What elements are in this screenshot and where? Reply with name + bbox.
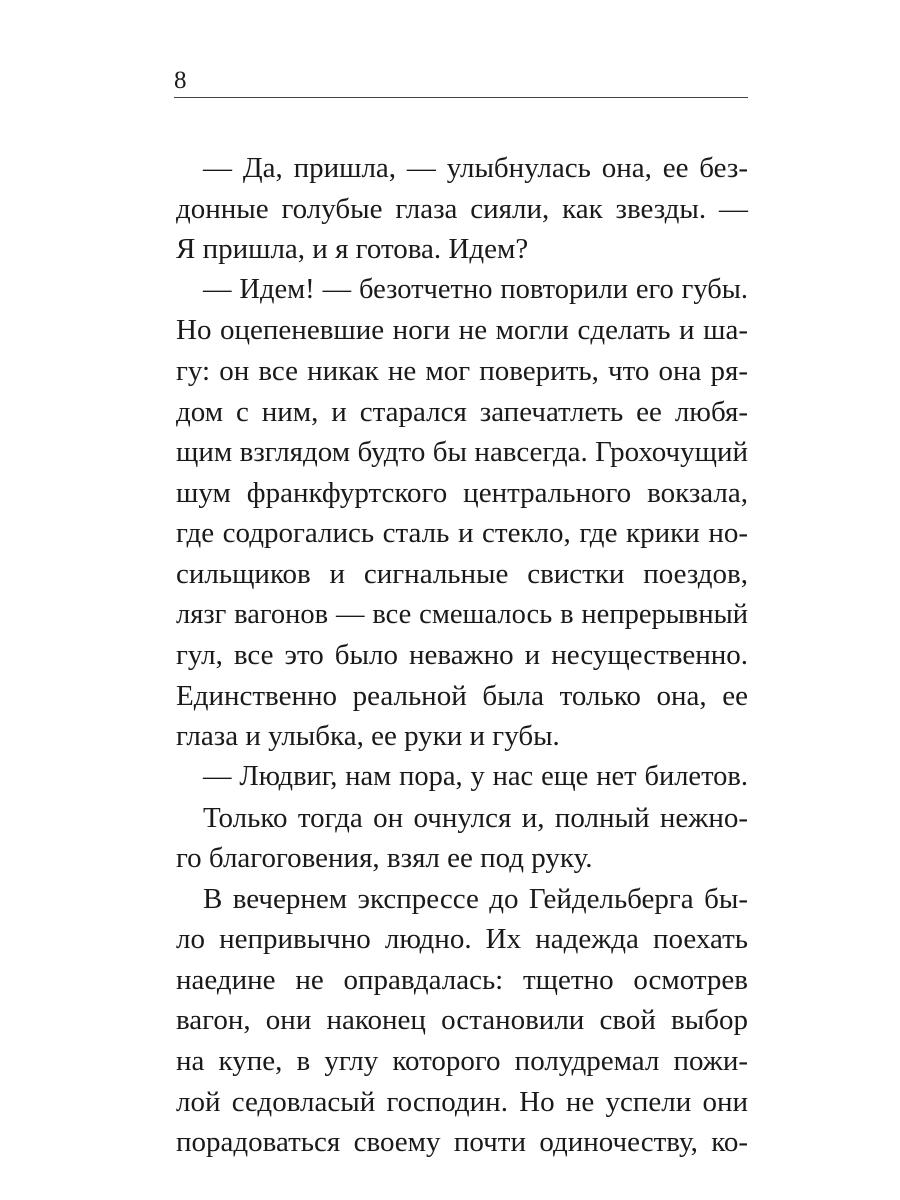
text-line: дом с ним, и старался запечатлеть ее любя- — [176, 395, 748, 428]
text-line: сильщиков и сигнальные свистки поездов, — [176, 557, 748, 590]
text-line: Но оцепеневшие ноги не могли сделать и ша- — [176, 314, 748, 347]
text-line: щим взглядом будто бы навсегда. Грохочущий — [176, 436, 748, 469]
text-line: Только тогда он очнулся и, полный нежно- — [203, 801, 748, 834]
text-line: глаза и улыбка, ее руки и губы. — [176, 720, 560, 753]
text-line: порадоваться своему почти одиночеству, ко- — [176, 1126, 748, 1159]
text-line: ло непривычно людно. Их надежда поехать — [176, 923, 748, 956]
text-line: В вечернем экспрессе до Гейдельберга бы- — [203, 882, 748, 915]
text-line: гу: он все никак не мог поверить, что она ря- — [176, 354, 748, 387]
text-line: вагон, они наконец остановили свой выбор — [176, 1004, 748, 1037]
text-line: шум франкфуртского центрального вокзала, — [176, 476, 748, 509]
text-line: гул, все это было неважно и несущественно. — [176, 639, 748, 672]
text-line: — Людвиг, нам пора, у нас еще нет билетов. — [203, 760, 748, 792]
text-line: Я пришла, и я готова. Идем? — [176, 233, 529, 266]
text-line: наедине не оправдалась: тщетно осмотрев — [176, 963, 748, 996]
body-text — [176, 148, 748, 1163]
text-line: лязг вагонов — все смешалось в непрерывный — [176, 598, 748, 630]
text-line: лой седовласый господин. Но не успели они — [176, 1085, 748, 1118]
header-rule — [174, 97, 748, 98]
text-line: где содрогались сталь и стекло, где крики но- — [176, 517, 748, 550]
text-line: — Идем! — безотчетно повторили его губы. — [203, 273, 748, 305]
text-line: — Да, пришла, — улыбнулась она, ее без- — [203, 152, 748, 184]
text-line: донные голубые глаза сияли, как звезды. — — [176, 192, 748, 225]
page-number: 8 — [174, 67, 187, 94]
text-line: Единственно реальной была только она, ее — [176, 679, 748, 712]
text-line: го благоговения, взял ее под руку. — [176, 842, 593, 875]
text-line: на купе, в углу которого полудремал пожи- — [176, 1045, 748, 1078]
